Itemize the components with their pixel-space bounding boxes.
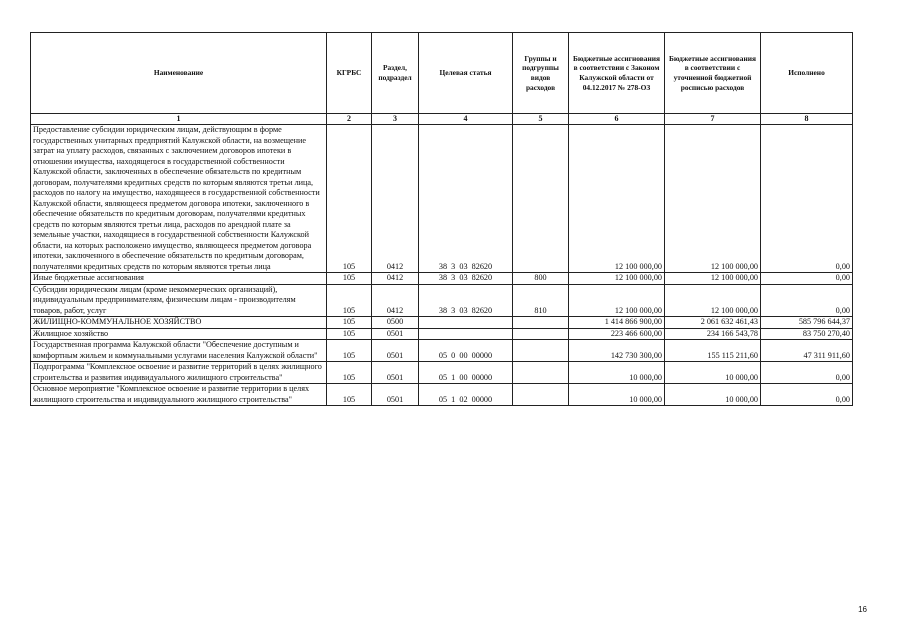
row-target	[419, 317, 513, 329]
header-law: Бюджетные ассигнования в соответствии с Законом Калужской области от 04.12.2017 № 278-ОЗ	[569, 33, 665, 114]
row-group	[513, 328, 569, 340]
row-group	[513, 362, 569, 384]
row-refined: 234 166 543,78	[665, 328, 761, 340]
row-target: 38 3 03 82620	[419, 284, 513, 317]
column-number: 2	[327, 114, 372, 125]
header-section: Раздел, подраздел	[372, 33, 419, 114]
row-section: 0412	[372, 284, 419, 317]
row-name: ЖИЛИЩНО-КОММУНАЛЬНОЕ ХОЗЯЙСТВО	[31, 317, 327, 329]
row-executed: 83 750 270,40	[761, 328, 853, 340]
row-refined: 12 100 000,00	[665, 125, 761, 273]
table-row	[31, 328, 853, 340]
row-law: 12 100 000,00	[569, 273, 665, 285]
row-executed: 0,00	[761, 384, 853, 406]
page-number: 16	[858, 605, 867, 614]
row-name: Иные бюджетные ассигнования	[31, 273, 327, 285]
row-executed: 0,00	[761, 273, 853, 285]
header-target: Целевая статья	[419, 33, 513, 114]
table-row	[31, 125, 853, 273]
row-target: 05 0 00 00000	[419, 340, 513, 362]
table-row	[31, 284, 853, 317]
header-row	[31, 33, 853, 114]
row-name: Субсидии юридическим лицам (кроме некоммерческих организаций), индивидуальным предпринимателям, физическим лицам - производителям товаров, работ, услуг	[31, 284, 327, 317]
table-row	[31, 340, 853, 362]
column-number: 4	[419, 114, 513, 125]
row-law: 142 730 300,00	[569, 340, 665, 362]
row-kgrbs: 105	[327, 317, 372, 329]
row-target: 05 1 00 00000	[419, 362, 513, 384]
header-refined: Бюджетные ассигнования в соответствии с уточненной бюджетной росписью расходов	[665, 33, 761, 114]
row-refined: 155 115 211,60	[665, 340, 761, 362]
row-law: 1 414 866 900,00	[569, 317, 665, 329]
row-section: 0501	[372, 362, 419, 384]
column-number: 7	[665, 114, 761, 125]
budget-table	[30, 32, 853, 406]
row-name: Предоставление субсидии юридическим лицам, действующим в форме государственных унитарных предприятий Калужской области, на возмещение затрат на уплату расходов, связанных с заключением договоров ипотеки в отношении имущества, находящегося в государственной собственности Калужской области, заключенных в обеспечение обязательств по кредитным договорам, получателями кредитных средств по которым являются третьи лица, расходов по налогу на имущество, находящееся в государственной собственности Калужской области, являющееся предметом договора ипотеки, заключенного в обеспечение обязательств по кредитным договорам, получателями кредитных средств по которым являются третьи лица, расходов по арендной плате за земельные участки, находящиеся в государственной собственности Калужской области, на которых расположено имущество, являющееся предметом договора ипотеки, заключенного в обеспечение обязательств по кредитным договорам, получателями кредитных средств по которым являются третьи лица	[31, 125, 327, 273]
row-section: 0501	[372, 384, 419, 406]
row-law: 12 100 000,00	[569, 284, 665, 317]
row-group: 810	[513, 284, 569, 317]
row-name: Государственная программа Калужской области "Обеспечение доступным и комфортным жильем и коммунальными услугами населения Калужской области"	[31, 340, 327, 362]
table-row	[31, 273, 853, 285]
row-section: 0501	[372, 328, 419, 340]
header-executed: Исполнено	[761, 33, 853, 114]
row-law: 10 000,00	[569, 384, 665, 406]
row-refined: 12 100 000,00	[665, 273, 761, 285]
row-executed: 0,00	[761, 125, 853, 273]
row-target: 38 3 03 82620	[419, 273, 513, 285]
row-law: 223 466 600,00	[569, 328, 665, 340]
row-executed: 47 311 911,60	[761, 340, 853, 362]
header-group: Группы и подгруппы видов расходов	[513, 33, 569, 114]
row-section: 0500	[372, 317, 419, 329]
row-group: 800	[513, 273, 569, 285]
row-group	[513, 384, 569, 406]
row-law: 12 100 000,00	[569, 125, 665, 273]
table-row	[31, 317, 853, 329]
row-executed: 0,00	[761, 284, 853, 317]
row-kgrbs: 105	[327, 362, 372, 384]
row-kgrbs: 105	[327, 125, 372, 273]
row-kgrbs: 105	[327, 340, 372, 362]
row-target: 05 1 02 00000	[419, 384, 513, 406]
row-group	[513, 125, 569, 273]
row-name: Подпрограмма "Комплексное освоение и развитие территорий в целях жилищного строительства и развития индивидуального жилищного строительства"	[31, 362, 327, 384]
row-refined: 10 000,00	[665, 362, 761, 384]
row-group	[513, 340, 569, 362]
column-number: 3	[372, 114, 419, 125]
row-executed: 0,00	[761, 362, 853, 384]
header-name: Наименование	[31, 33, 327, 114]
column-number: 8	[761, 114, 853, 125]
row-kgrbs: 105	[327, 328, 372, 340]
column-number: 5	[513, 114, 569, 125]
row-refined: 10 000,00	[665, 384, 761, 406]
row-target: 38 3 03 82620	[419, 125, 513, 273]
row-kgrbs: 105	[327, 273, 372, 285]
row-law: 10 000,00	[569, 362, 665, 384]
row-kgrbs: 105	[327, 284, 372, 317]
table-row	[31, 362, 853, 384]
row-group	[513, 317, 569, 329]
row-target	[419, 328, 513, 340]
column-number: 1	[31, 114, 327, 125]
row-section: 0501	[372, 340, 419, 362]
row-name: Основное мероприятие "Комплексное освоение и развитие территории в целях жилищного строительства и индивидуального жилищного строительства"	[31, 384, 327, 406]
table-row	[31, 384, 853, 406]
row-kgrbs: 105	[327, 384, 372, 406]
header-kgrbs: КГРБС	[327, 33, 372, 114]
row-executed: 585 796 644,37	[761, 317, 853, 329]
row-refined: 2 061 632 461,43	[665, 317, 761, 329]
row-section: 0412	[372, 273, 419, 285]
row-refined: 12 100 000,00	[665, 284, 761, 317]
column-number: 6	[569, 114, 665, 125]
column-number-row	[31, 114, 853, 125]
row-name: Жилищное хозяйство	[31, 328, 327, 340]
row-section: 0412	[372, 125, 419, 273]
